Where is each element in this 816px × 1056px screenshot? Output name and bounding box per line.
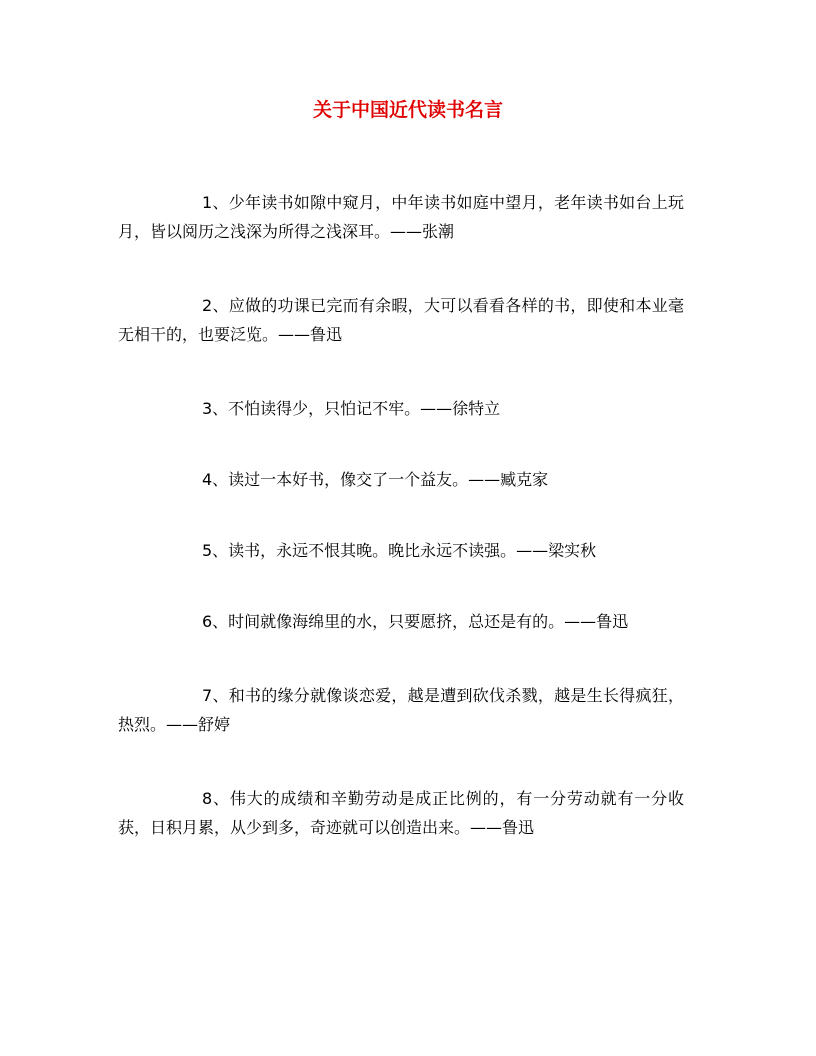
quote-list [118,188,684,887]
quote-item-1: 1、少年读书如隙中窥月，中年读书如庭中望月，老年读书如台上玩月，皆以阅历之浅深为所得之浅深耳。——张潮 [118,193,684,241]
document-title: 关于中国近代读书名言 [312,99,503,121]
quote-item-3: 3、不怕读得少，只怕记不牢。——徐特立 [202,399,501,418]
quote-item-4: 4、读过一本好书，像交了一个益友。——臧克家 [202,470,549,489]
quote-item-8: 8、伟大的成绩和辛勤劳动是成正比例的，有一分劳动就有一分收获，日积月累，从少到多，奇迹就可以创造出来。——鲁迅 [118,789,684,837]
quote-item-6: 6、时间就像海绵里的水，只要愿挤，总还是有的。——鲁迅 [202,612,629,631]
quote-item-2: 2、应做的功课已完而有余暇，大可以看看各样的书，即使和本业毫无相干的，也要泛览。——鲁迅 [118,296,684,344]
quote-item-7: 7、和书的缘分就像谈恋爱，越是遭到砍伐杀戮，越是生长得疯狂，热烈。——舒婷 [118,686,684,734]
quote-item-5: 5、读书，永远不恨其晚。晚比永远不读强。——梁实秋 [202,541,597,560]
